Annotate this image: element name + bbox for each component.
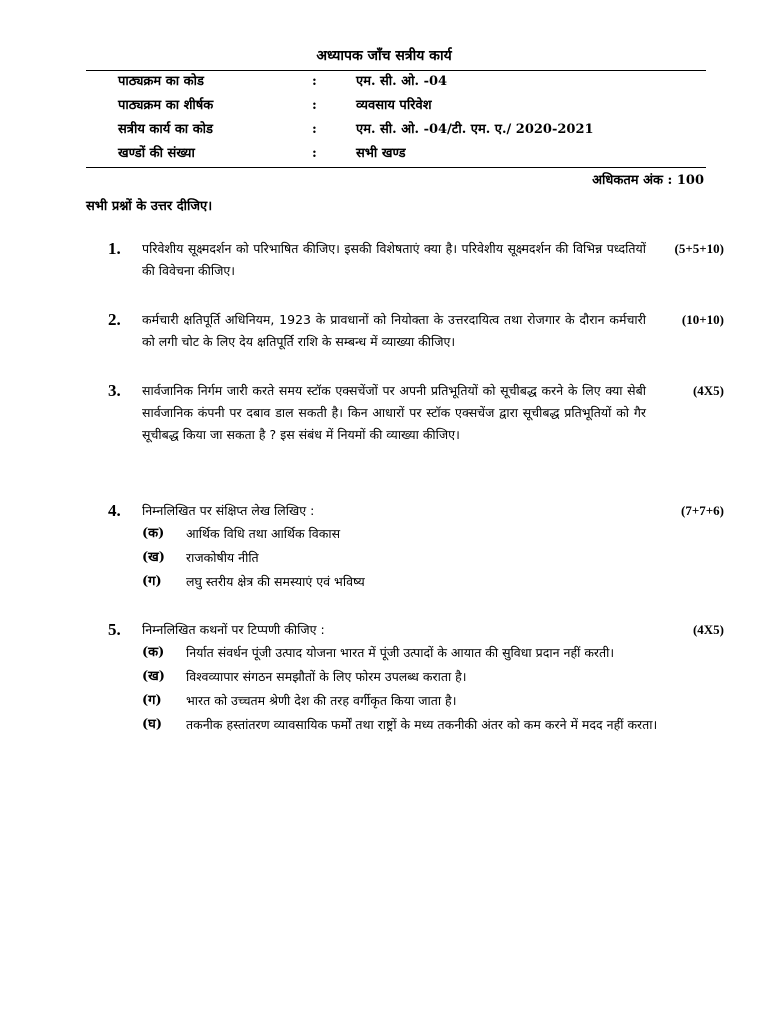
sub-question-text: भारत को उच्चतम श्रेणी देश की तरह वर्गीकृत किया जाता है। <box>186 693 457 708</box>
meta-label: पाठ्यक्रम का कोड <box>118 74 204 89</box>
meta-row-block-count <box>118 142 678 166</box>
sub-question-text: विश्वव्यापार संगठन समझौतों के लिए फोरम उपलब्ध कराता है। <box>186 669 467 684</box>
sub-question <box>142 713 662 737</box>
meta-colon: : <box>312 98 317 113</box>
question-marks: (4X5) <box>692 383 724 398</box>
meta-colon: : <box>312 122 317 137</box>
sub-question <box>142 641 662 665</box>
sub-question-text: निर्यात संवर्धन पूंजी उत्पाद योजना भारत में पूंजी उत्पादों के आयात की सुविधा प्रदान नहीं करती। <box>186 645 615 660</box>
meta-label: सत्रीय कार्य का कोड <box>118 122 213 137</box>
question-marks: (5+5+10) <box>674 241 724 256</box>
sub-question <box>142 689 662 713</box>
meta-label: खण्डों की संख्या <box>118 146 195 161</box>
sub-question <box>142 546 662 570</box>
sub-question <box>142 665 662 689</box>
question-marks: (10+10) <box>681 312 724 327</box>
question-number: 2. <box>108 310 121 329</box>
sub-question-label: (ख) <box>142 669 165 684</box>
meta-value: एम. सी. ओ. -04/टी. एम. ए./ 2020-2021 <box>356 122 594 137</box>
instruction: सभी प्रश्नों के उत्तर दीजिए। <box>86 199 213 214</box>
question-marks: (7+7+6) <box>681 503 724 518</box>
question-number: 3. <box>108 381 121 400</box>
sub-question <box>142 522 662 546</box>
meta-colon: : <box>312 74 317 89</box>
meta-value: सभी खण्ड <box>356 146 406 161</box>
sub-question-label: (ग) <box>142 574 162 589</box>
sub-question-text: तकनीक हस्तांतरण व्यावसायिक फर्मों तथा राष्ट्रों के मध्य तकनीकी अंतर को कम करने में मदद नहीं करता। <box>186 717 658 732</box>
max-marks: अधिकतम अंक : 100 <box>592 173 704 188</box>
question-text: निम्नलिखित कथनों पर टिप्पणी कीजिए : <box>142 622 325 637</box>
sub-question-list <box>142 641 662 737</box>
sub-question-label: (क) <box>142 645 165 660</box>
sub-question-label: (घ) <box>142 717 162 732</box>
question-marks: (4X5) <box>692 622 724 637</box>
meta-value: एम. सी. ओ. -04 <box>356 74 448 89</box>
meta-row-course-title <box>118 94 678 118</box>
sub-question-list <box>142 522 662 594</box>
page-title: अध्यापक जाँच सत्रीय कार्य <box>316 48 452 64</box>
meta-colon: : <box>312 146 317 161</box>
question-text: कर्मचारी क्षतिपूर्ति अधिनियम, 1923 के प्रावधानों को नियोक्ता के उत्तरदायित्व तथा रोजगार के दौरान कर्मचारी को लगी चोट के लिए देय क्षतिपूर्ति राशि के सम्बन्ध में व्याख्या कीजिए। <box>142 312 646 349</box>
question-number: 5. <box>108 620 121 639</box>
meta-row-course-code <box>118 70 678 94</box>
sub-question-text: लघु स्तरीय क्षेत्र की समस्याएं एवं भविष्य <box>186 574 365 589</box>
sub-question-text: आर्थिक विधि तथा आर्थिक विकास <box>186 526 341 541</box>
sub-question-label: (ख) <box>142 550 165 565</box>
sub-question <box>142 570 662 594</box>
sub-question-text: राजकोषीय नीति <box>186 550 259 565</box>
meta-value: व्यवसाय परिवेश <box>356 98 432 113</box>
meta-row-assignment-code <box>118 118 678 142</box>
question-number: 1. <box>108 239 121 258</box>
question-text: निम्नलिखित पर संक्षिप्त लेख लिखिए : <box>142 503 315 518</box>
header-divider-bottom <box>86 167 706 168</box>
meta-label: पाठ्यक्रम का शीर्षक <box>118 98 214 113</box>
question-number: 4. <box>108 501 121 520</box>
sub-question-label: (क) <box>142 526 165 541</box>
sub-question-label: (ग) <box>142 693 162 708</box>
question-text: सार्वजानिक निर्गम जारी करते समय स्टॉक एक्सचेंजों पर अपनी प्रतिभूतियों को सूचीबद्ध करने के लिए क्या सेबी सार्वजानिक कंपनी पर दबाव डाल सकती है। किन आधारों पर स्टॉक एक्सचेंज द्वारा सूचीबद्ध प्रतिभूतियों को गैर सूचीबद्ध किया जा सकता है ? इस संबंध में नियमों की व्याख्या कीजिए। <box>142 383 646 442</box>
question-text: परिवेशीय सूक्ष्मदर्शन को परिभाषित कीजिए। इसकी विशेषताएं क्या है। परिवेशीय सूक्ष्मदर्शन की विभिन्न पध्दतियों की विवेचना कीजिए। <box>142 241 646 278</box>
